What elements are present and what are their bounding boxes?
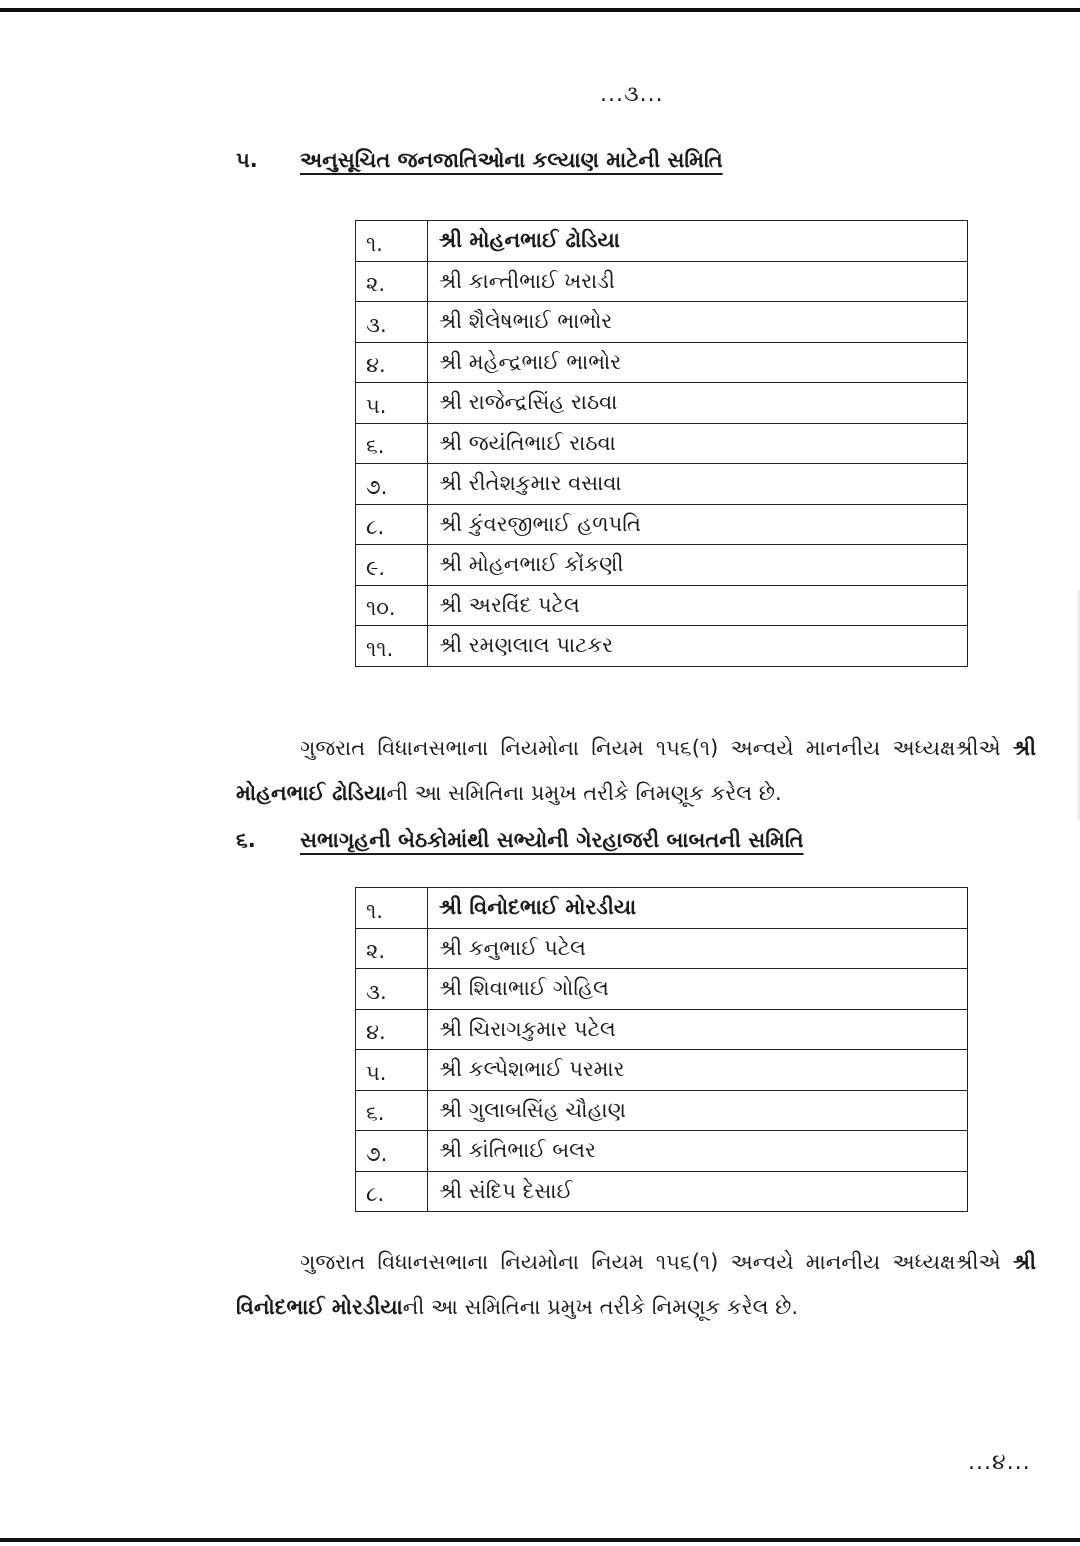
table-row xyxy=(356,383,968,424)
section-5-appointment-paragraph xyxy=(236,726,1036,816)
member-name-cell: શ્રી કાંતિભાઈ બલર xyxy=(428,1131,968,1172)
page-marker-bottom: ...૪... xyxy=(968,1450,1031,1475)
serial-number-cell: ૪. xyxy=(356,1009,428,1050)
member-name-cell: શ્રી વિનોદભાઈ મોરડીયા xyxy=(428,888,968,929)
section-6-chair-name: શ્રી વિનોદભાઈ મોરડીયા xyxy=(236,1250,1036,1319)
section-5-chair-name: શ્રી મોહનભાઈ ઢોડિયા xyxy=(236,736,1036,805)
section-6-heading xyxy=(236,828,804,853)
bottom-border-line xyxy=(0,1538,1080,1542)
table-row xyxy=(356,888,968,929)
member-name-cell: શ્રી કલ્પેશભાઈ પરમાર xyxy=(428,1050,968,1091)
member-name-cell: શ્રી મહેન્દ્રભાઈ ભાભોર xyxy=(428,342,968,383)
table-row xyxy=(356,261,968,302)
table-row xyxy=(356,1171,968,1212)
table-row xyxy=(356,342,968,383)
serial-number-cell: ૬. xyxy=(356,1090,428,1131)
serial-number-cell: ૭. xyxy=(356,464,428,505)
section-6-para-text: ગુજરાત વિધાનસભાના નિયમોના નિયમ ૧૫૬(૧) અન્વયે માનનીય અધ્યક્ષશ્રીએ xyxy=(300,1250,1013,1274)
serial-number-cell: ૨. xyxy=(356,261,428,302)
serial-number-cell: ૯. xyxy=(356,545,428,586)
table-row xyxy=(356,1131,968,1172)
table-row xyxy=(356,1050,968,1091)
page-edge-shadow xyxy=(1076,590,1080,820)
member-name-cell: શ્રી જયંતિભાઈ રાઠવા xyxy=(428,423,968,464)
table-row xyxy=(356,302,968,343)
serial-number-cell: ૧. xyxy=(356,221,428,262)
serial-number-cell: ૩. xyxy=(356,969,428,1010)
member-name-cell: શ્રી અરવિંદ પટેલ xyxy=(428,585,968,626)
page-marker-top: ...૩... xyxy=(600,82,664,107)
serial-number-cell: ૩. xyxy=(356,302,428,343)
table-row xyxy=(356,928,968,969)
section-6-title: સભાગૃહની બેઠકોમાંથી સભ્યોની ગેરહાજરી બાબતની સમિતિ xyxy=(300,828,804,852)
serial-number-cell: ૫. xyxy=(356,1050,428,1091)
member-name-cell: શ્રી શૈલેષભાઈ ભાભોર xyxy=(428,302,968,343)
serial-number-cell: ૭. xyxy=(356,1131,428,1172)
member-name-cell: શ્રી મોહનભાઈ ઢોડિયા xyxy=(428,221,968,262)
serial-number-cell: ૫. xyxy=(356,383,428,424)
section-5-number: ૫. xyxy=(236,148,258,172)
table-row xyxy=(356,423,968,464)
table-row xyxy=(356,1009,968,1050)
section-6-number: ૬. xyxy=(236,828,256,852)
member-name-cell: શ્રી રાજેન્દ્રસિંહ રાઠવા xyxy=(428,383,968,424)
member-name-cell: શ્રી કનુભાઈ પટેલ xyxy=(428,928,968,969)
section-5-members-table xyxy=(355,220,968,667)
section-6-appointment-paragraph xyxy=(236,1240,1036,1330)
serial-number-cell: ૨. xyxy=(356,928,428,969)
member-name-cell: શ્રી ગુલાબસિંહ ચૌહાણ xyxy=(428,1090,968,1131)
member-name-cell: શ્રી ચિરાગકુમાર પટેલ xyxy=(428,1009,968,1050)
table-row xyxy=(356,626,968,667)
table-row xyxy=(356,969,968,1010)
member-name-cell: શ્રી રમણલાલ પાટકર xyxy=(428,626,968,667)
serial-number-cell: ૧. xyxy=(356,888,428,929)
table-row xyxy=(356,464,968,505)
table-row xyxy=(356,585,968,626)
serial-number-cell: ૧૦. xyxy=(356,585,428,626)
section-5-heading xyxy=(236,148,723,173)
serial-number-cell: ૮. xyxy=(356,1171,428,1212)
member-name-cell: શ્રી શિવાભાઈ ગોહિલ xyxy=(428,969,968,1010)
serial-number-cell: ૪. xyxy=(356,342,428,383)
serial-number-cell: ૮. xyxy=(356,504,428,545)
member-name-cell: શ્રી રીતેશકુમાર વસાવા xyxy=(428,464,968,505)
member-name-cell: શ્રી કુંવરજીભાઈ હળપતિ xyxy=(428,504,968,545)
section-6-members-table xyxy=(355,887,968,1212)
table-row xyxy=(356,504,968,545)
table-row xyxy=(356,1090,968,1131)
member-name-cell: શ્રી કાન્તીભાઈ ખરાડી xyxy=(428,261,968,302)
section-5-title: અનુસૂચિત જનજાતિઓના કલ્યાણ માટેની સમિતિ xyxy=(300,148,723,172)
serial-number-cell: ૬. xyxy=(356,423,428,464)
member-name-cell: શ્રી સંદિપ દેસાઈ xyxy=(428,1171,968,1212)
section-6-para-text-end: ની આ સમિતિના પ્રમુખ તરીકે નિમણૂક કરેલ છે. xyxy=(402,1295,799,1319)
section-5-para-text-end: ની આ સમિતિના પ્રમુખ તરીકે નિમણૂક કરેલ છે. xyxy=(386,781,782,805)
member-name-cell: શ્રી મોહનભાઈ કોંકણી xyxy=(428,545,968,586)
table-row xyxy=(356,545,968,586)
table-row xyxy=(356,221,968,262)
serial-number-cell: ૧૧. xyxy=(356,626,428,667)
section-5-para-text: ગુજરાત વિધાનસભાના નિયમોના નિયમ ૧૫૬(૧) અન્વયે માનનીય અધ્યક્ષશ્રીએ xyxy=(300,736,1013,760)
top-border-line xyxy=(0,8,1080,12)
